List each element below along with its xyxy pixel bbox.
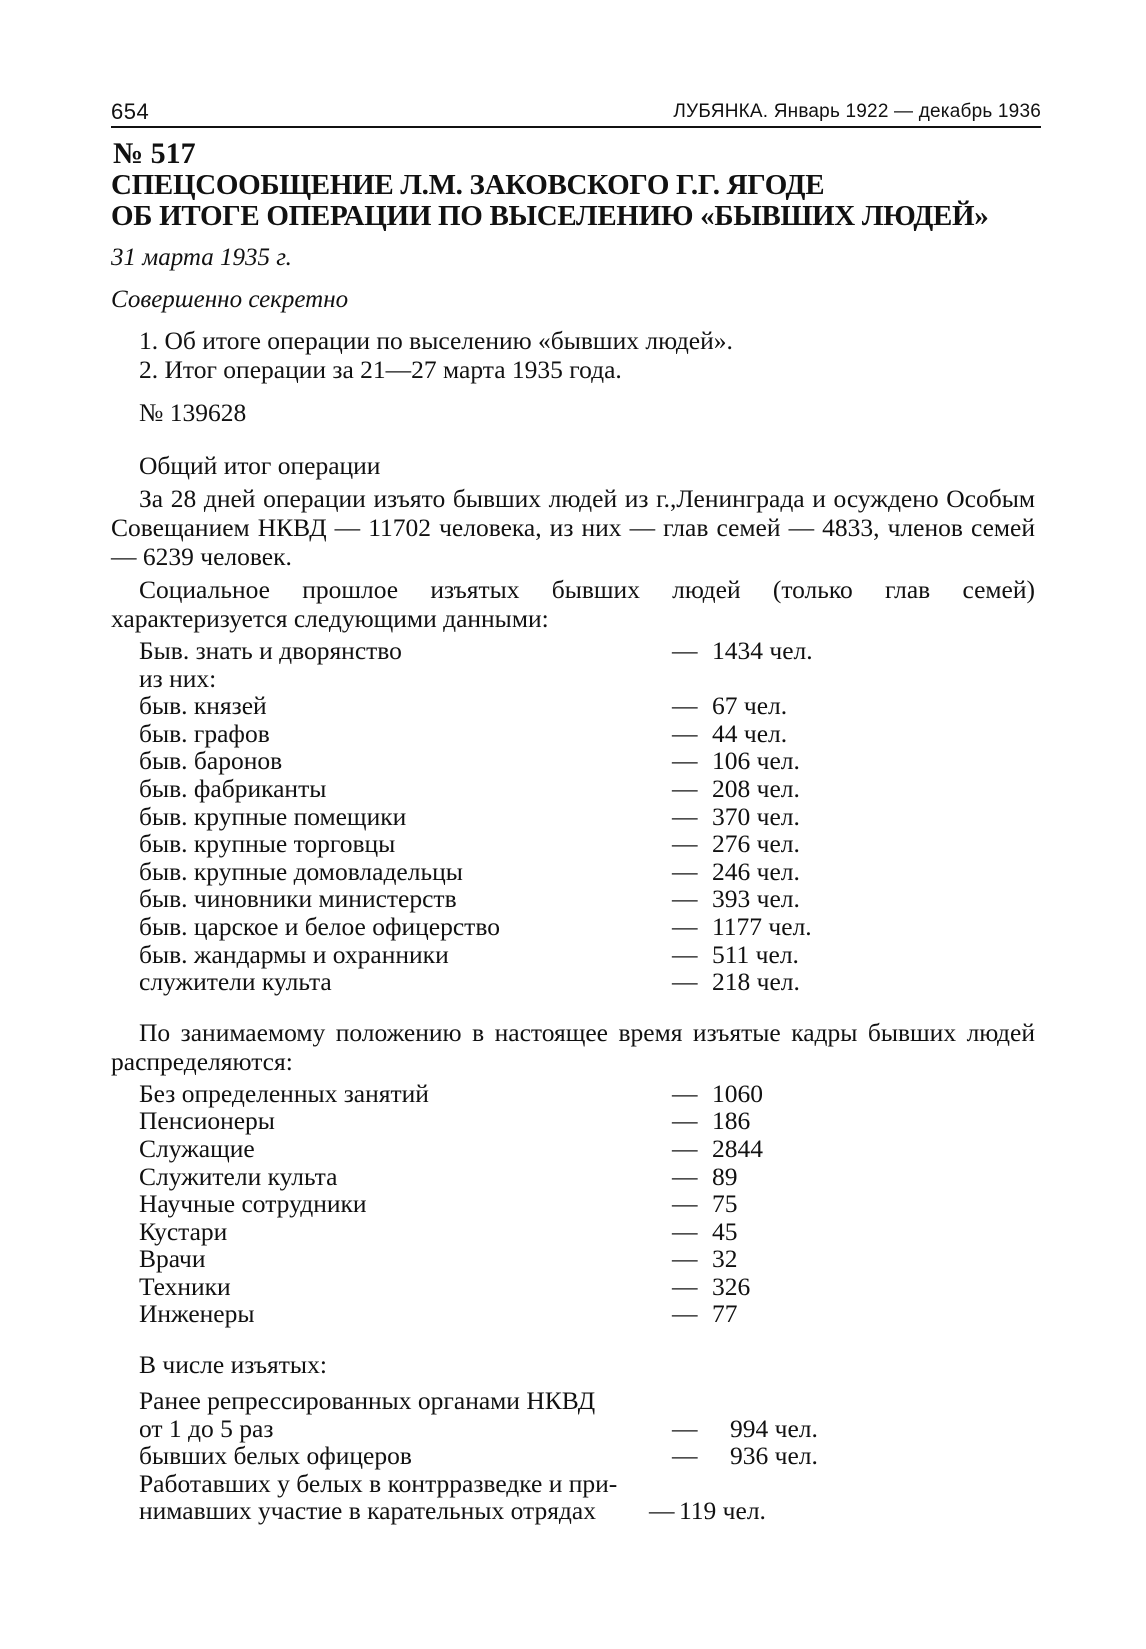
list-item [139,913,1041,941]
item-value: 208 чел. [712,773,800,803]
list-item [139,1387,1041,1415]
item-value: 45 [712,1216,738,1246]
item-label: Научные сотрудники [139,1189,367,1219]
item-label: бывших белых офицеров [139,1441,412,1471]
item-value: 276 чел. [712,829,800,859]
document-title [111,170,1041,232]
item-value: 186 [712,1106,751,1136]
item-dash: — [672,746,698,776]
registration-number: № 139628 [139,398,247,427]
item-dash: — [672,884,698,914]
list-item [139,1300,1041,1328]
item-label: Работавших у белых в контрразведке и при- [139,1468,618,1498]
subject-item: 1. Об итоге операции по выселению «бывших людей». [139,326,733,355]
item-value: 44 чел. [712,718,788,748]
list-item [139,1497,1041,1525]
item-value: 218 чел. [712,967,800,997]
list-item [139,885,1041,913]
item-dash: — [672,1161,698,1191]
item-label: служители культа [139,967,332,997]
list-item [139,968,1041,996]
item-dash: — [672,856,698,886]
item-dash [672,665,712,693]
list-item [139,692,1041,720]
item-dash: — [672,829,698,859]
list-item [139,1218,1041,1246]
item-dash: — [672,1441,698,1471]
social-background-list [111,637,1041,996]
item-label: быв. фабриканты [139,773,327,803]
item-dash: — [672,1133,698,1163]
item-label: быв. крупные помещики [139,801,407,831]
list-item [139,830,1041,858]
list-item [139,1080,1041,1108]
among-detained-list [111,1387,1041,1525]
item-value: 1177 чел. [712,911,812,941]
item-dash: — [672,1271,698,1301]
item-value: 246 чел. [712,856,800,886]
list-item [139,803,1041,831]
item-label: быв. крупные торговцы [139,829,396,859]
item-label: Служащие [139,1133,255,1163]
document-title-line: ОБ ИТОГЕ ОПЕРАЦИИ ПО ВЫСЕЛЕНИЮ «БЫВШИХ ЛЮДЕЙ» [111,200,989,232]
item-value: 326 [712,1271,751,1301]
list-item [139,1273,1041,1301]
item-dash: — [649,1496,675,1526]
list-item [139,747,1041,775]
current-position-list [111,1080,1041,1328]
item-dash: — [672,967,698,997]
item-label: быв. царское и белое офицерство [139,911,500,941]
subject-list [111,326,1041,384]
item-dash: — [672,1299,698,1329]
item-value: 1434 чел. [712,636,813,665]
item-value: 89 [712,1161,738,1191]
social-paragraph: Социальное прошлое изъятых бывших людей (только глав семей) характеризуется следующими данными: [111,575,1035,633]
item-dash: — [672,1413,698,1443]
item-value: 75 [712,1189,738,1219]
item-value: 32 [712,1244,738,1274]
list-item [139,775,1041,803]
item-label: Служители культа [139,1161,338,1191]
item-dash: — [672,691,698,721]
item-label: Инженеры [139,1299,255,1329]
document-number: № 517 [113,137,196,170]
page-number: 654 [111,99,150,124]
item-label: Кустари [139,1216,228,1246]
item-value: 511 чел. [712,939,799,969]
item-value: 67 чел. [712,691,788,721]
item-label: быв. баронов [139,746,283,776]
item-label: быв. чиновники министерств [139,884,457,914]
secrecy-stamp: Совершенно секретно [111,286,349,313]
item-value: 370 чел. [712,801,800,831]
item-value: 119 чел. [679,1496,766,1526]
item-label: Техники [139,1271,231,1301]
item-label: быв. крупные домовладельцы [139,856,463,886]
item-value: 106 чел. [712,746,800,776]
summary-paragraph: За 28 дней операции изъято бывших людей из г.,Ленинграда и осуждено Особым Совещанием НКВД — 11702 человека, из них — глав семей — 4833, членов семей — 6239 человек. [111,484,1035,571]
list-item [139,1470,1041,1498]
list-item [139,1190,1041,1218]
item-dash: — [672,636,698,665]
section-title: Общий итог операции [139,451,381,480]
item-label: Без определенных занятий [139,1078,429,1108]
list-item [139,1442,1041,1470]
list-item [139,941,1041,969]
among-title: В числе изъятых: [139,1350,327,1380]
item-dash: — [672,1216,698,1246]
list-item [139,1163,1041,1191]
item-dash: — [672,773,698,803]
running-head [111,96,1041,128]
list-item [139,1107,1041,1135]
list-item [139,1245,1041,1273]
item-label: быв. графов [139,718,270,748]
item-label: от 1 до 5 раз [139,1413,274,1443]
item-dash: — [672,911,698,941]
item-label: быв. князей [139,691,267,721]
item-label: быв. жандармы и охранники [139,939,449,969]
item-label: Врачи [139,1244,206,1274]
item-label: Пенсионеры [139,1106,275,1136]
document-date: 31 марта 1935 г. [111,244,292,271]
item-dash: — [672,1244,698,1274]
subject-item: 2. Итог операции за 21—27 марта 1935 года. [139,355,622,384]
list-item [139,858,1041,886]
item-label: Ранее репрессированных органами НКВД [139,1386,596,1416]
list-item [139,1135,1041,1163]
list-item [139,1415,1041,1443]
item-dash: — [672,1189,698,1219]
item-dash: — [672,939,698,969]
item-dash: — [672,1078,698,1108]
list-item [139,665,1041,693]
item-label: из них: [139,663,217,693]
item-dash: — [672,801,698,831]
list-item [139,720,1041,748]
list-item [139,637,1041,665]
item-value: 2844 [712,1133,763,1163]
item-dash: — [672,718,698,748]
item-value: 936 чел. [730,1441,818,1471]
item-label: нимавших участие в карательных отрядах [139,1496,596,1526]
position-paragraph: По занимаемому положению в настоящее время изъятые кадры бывших людей распределяются: [111,1017,1035,1076]
item-value: 1060 [712,1078,763,1108]
item-value: 994 чел. [730,1413,818,1443]
document-title-line: СПЕЦСООБЩЕНИЕ Л.М. ЗАКОВСКОГО Г.Г. ЯГОДЕ [111,169,825,201]
document-page [111,96,1041,1525]
item-value: 393 чел. [712,884,800,914]
book-title: ЛУБЯНКА. Январь 1922 — декабрь 1936 [673,101,1041,122]
item-label: Быв. знать и дворянство [139,636,402,665]
item-dash: — [672,1106,698,1136]
item-value: 77 [712,1299,738,1329]
